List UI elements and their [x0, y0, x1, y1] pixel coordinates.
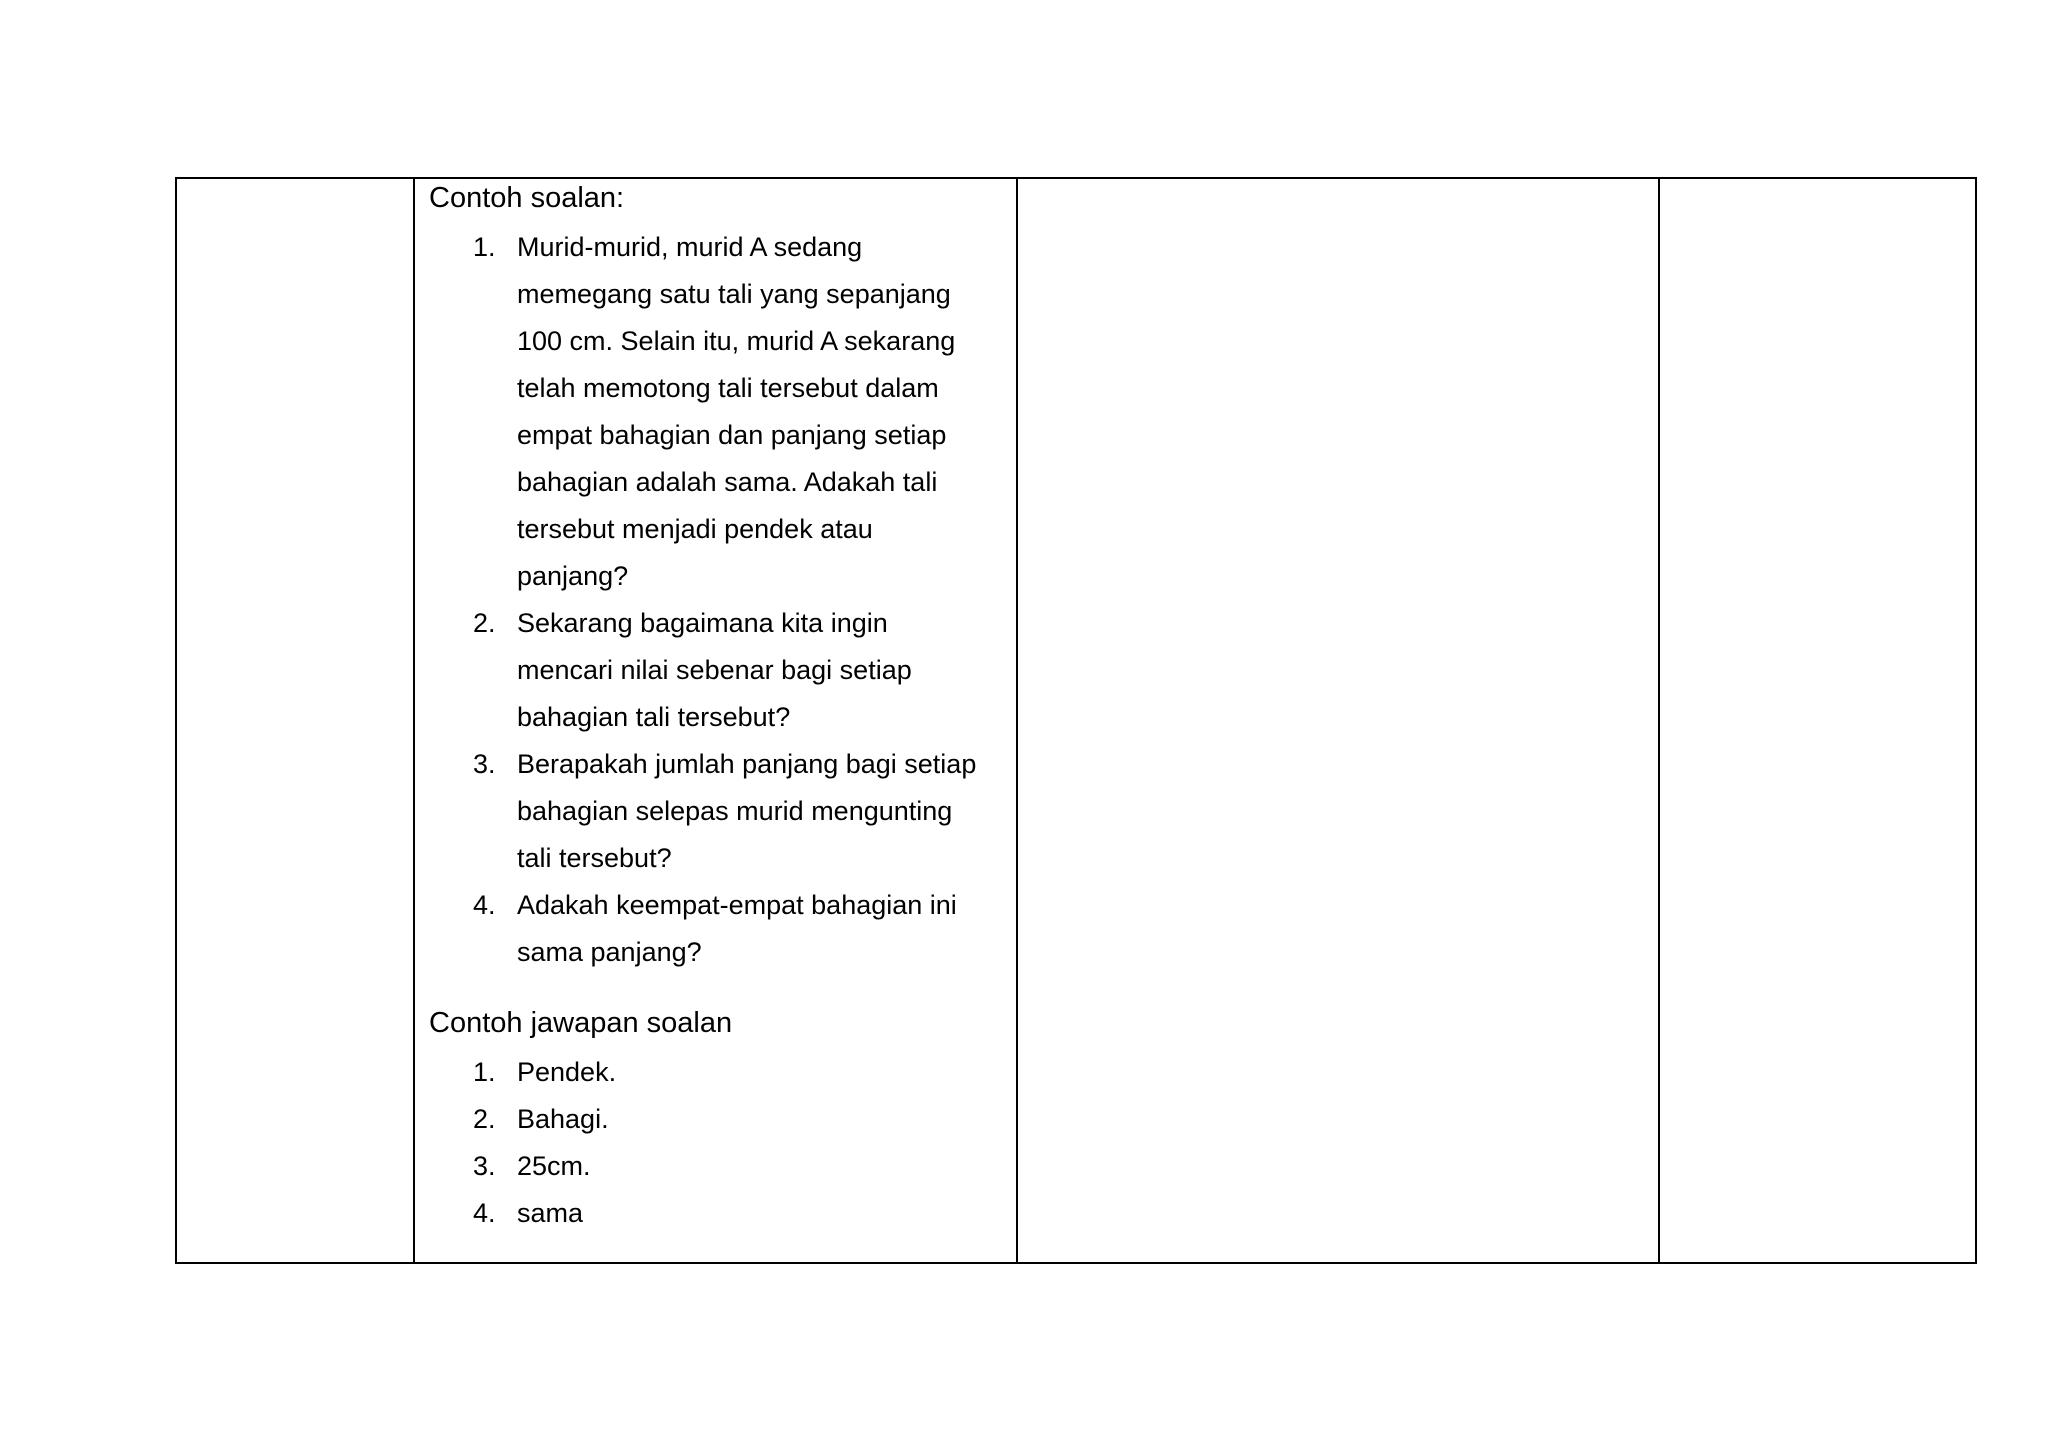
list-item	[429, 1049, 987, 1096]
questions-heading: Contoh soalan:	[429, 182, 625, 214]
table-row	[176, 178, 1976, 1263]
list-item	[429, 1096, 987, 1143]
list-item-number: 4.	[473, 890, 496, 920]
list-item-text: Adakah keempat-empat bahagian ini sama panjang?	[517, 890, 957, 967]
list-item	[429, 1143, 987, 1190]
list-item	[429, 600, 987, 741]
list-item-number: 3.	[473, 749, 496, 779]
list-item-text: Sekarang bagaimana kita ingin mencari nilai sebenar bagi setiap bahagian tali tersebut?	[517, 608, 912, 732]
answers-list	[429, 1049, 1016, 1237]
list-item	[429, 224, 987, 600]
list-item	[429, 741, 987, 882]
table-cell-content	[414, 178, 1017, 1263]
list-item-text: sama	[517, 1198, 584, 1228]
table-cell-empty-4	[1659, 178, 1976, 1263]
list-item-number: 2.	[473, 1104, 496, 1134]
questions-list	[429, 224, 1016, 976]
table-cell-empty-3	[1017, 178, 1659, 1263]
list-item-number: 2.	[473, 608, 496, 638]
list-item-text: 25cm.	[517, 1151, 591, 1181]
list-item-number: 1.	[473, 232, 496, 262]
table-cell-empty-1	[176, 178, 414, 1263]
list-item-text: Bahagi.	[517, 1104, 609, 1134]
list-item	[429, 882, 987, 976]
list-item-number: 3.	[473, 1151, 496, 1181]
list-item	[429, 1190, 987, 1237]
list-item-text: Pendek.	[517, 1057, 617, 1087]
list-item-text: Murid-murid, murid A sedang memegang satu tali yang sepanjang 100 cm. Selain itu, murid A sekarang telah memotong tali tersebut dalam empat bahagian dan panjang setiap bahagian adalah sama. Adakah tali tersebut menjadi pendek atau panjang?	[517, 232, 956, 591]
answers-heading: Contoh jawapan soalan	[429, 1007, 733, 1039]
lesson-plan-table	[175, 177, 1977, 1264]
list-item-text: Berapakah jumlah panjang bagi setiap bahagian selepas murid mengunting tali tersebut?	[517, 749, 977, 873]
list-item-number: 4.	[473, 1198, 496, 1228]
list-item-number: 1.	[473, 1057, 496, 1087]
